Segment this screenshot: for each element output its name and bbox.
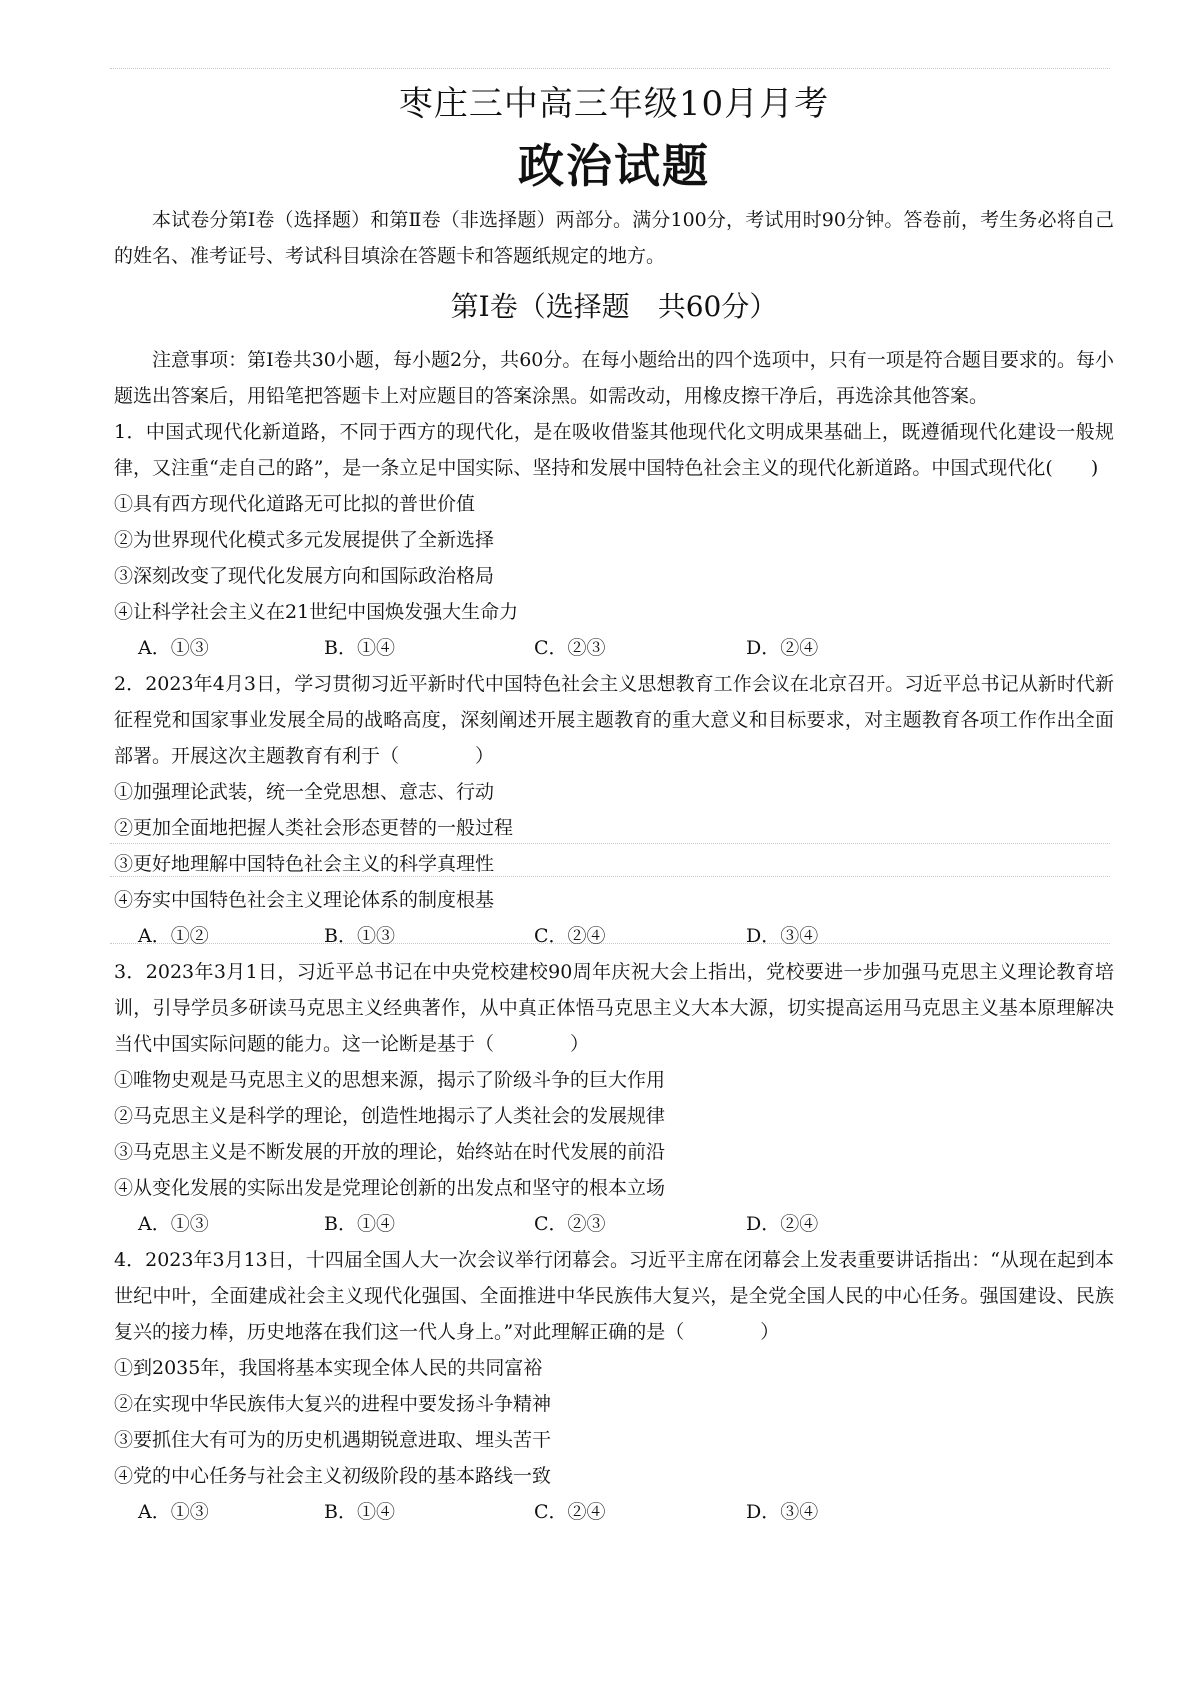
choice-b: B．①④ <box>324 1501 395 1523</box>
choice-d: D．③④ <box>746 1501 819 1523</box>
statement-option: ④夯实中国特色社会主义理论体系的制度根基 <box>114 889 495 911</box>
exam-subtitle: 枣庄三中高三年级10月月考 <box>398 84 830 124</box>
choice-b: B．①④ <box>324 1213 395 1235</box>
choice-c: C．②④ <box>534 925 606 947</box>
statement-option: ③马克思主义是不断发展的开放的理论，始终站在时代发展的前沿 <box>114 1141 666 1163</box>
choice-d: D．②④ <box>746 637 819 659</box>
section-title: 第Ⅰ卷（选择题 共60分） <box>450 290 778 323</box>
choice-b: B．①③ <box>324 925 395 947</box>
choice-c: C．②③ <box>534 1213 606 1235</box>
choice-a: A．①③ <box>138 637 209 659</box>
answer-choices <box>114 630 1114 666</box>
exam-intro: 本试卷分第Ⅰ卷（选择题）和第Ⅱ卷（非选择题）两部分。满分100分，考试用时90分钟。答卷前，考生务必将自己的姓名、准考证号、考试科目填涂在答题卡和答题纸规定的地方。 <box>114 209 1114 267</box>
statement-option: ③更好地理解中国特色社会主义的科学真理性 <box>114 853 495 875</box>
top-dotted-divider <box>110 68 1110 69</box>
statement-option: ②马克思主义是科学的理论，创造性地揭示了人类社会的发展规律 <box>114 1105 666 1127</box>
statement-option: ③深刻改变了现代化发展方向和国际政治格局 <box>114 565 495 587</box>
question-list <box>114 414 1114 1530</box>
question-4 <box>114 1242 1114 1530</box>
choice-c: C．②④ <box>534 1501 606 1523</box>
statement-option: ④从变化发展的实际出发是党理论创新的出发点和坚守的根本立场 <box>114 1177 666 1199</box>
question-stem: 3．2023年3月1日，习近平总书记在中央党校建校90周年庆祝大会上指出，党校要进一步加强马克思主义理论教育培训，引导学员多研读马克思主义经典著作，从中真正体悟马克思主义大本大源，切实提高运用马克思主义基本原理解决当代中国实际问题的能力。这一论断是基于（ ） <box>114 961 1114 1055</box>
statement-option: ②在实现中华民族伟大复兴的进程中要发扬斗争精神 <box>114 1393 552 1415</box>
choice-a: A．①② <box>138 925 209 947</box>
question-3 <box>114 954 1114 1242</box>
exam-title: 政治试题 <box>518 139 710 193</box>
statement-option: ④党的中心任务与社会主义初级阶段的基本路线一致 <box>114 1465 552 1487</box>
choice-d: D．③④ <box>746 925 819 947</box>
statement-option: ④让科学社会主义在21世纪中国焕发强大生命力 <box>114 601 519 623</box>
statement-option: ①具有西方现代化道路无可比拟的普世价值 <box>114 493 476 515</box>
question-2 <box>114 666 1114 954</box>
choice-d: D．②④ <box>746 1213 819 1235</box>
statement-option: ③要抓住大有可为的历史机遇期锐意进取、埋头苦干 <box>114 1429 552 1451</box>
choice-b: B．①④ <box>324 637 395 659</box>
choice-a: A．①③ <box>138 1213 209 1235</box>
answer-choices <box>114 918 1114 954</box>
statement-option: ②更加全面地把握人类社会形态更替的一般过程 <box>114 817 514 839</box>
question-stem: 2．2023年4月3日，学习贯彻习近平新时代中国特色社会主义思想教育工作会议在北京召开。习近平总书记从新时代新征程党和国家事业发展全局的战略高度，深刻阐述开展主题教育的重大意义和目标要求，对主题教育各项工作作出全面部署。开展这次主题教育有利于（ ） <box>114 673 1114 767</box>
choice-c: C．②③ <box>534 637 606 659</box>
statement-option: ①加强理论武装，统一全党思想、意志、行动 <box>114 781 495 803</box>
statement-option: ②为世界现代化模式多元发展提供了全新选择 <box>114 529 495 551</box>
question-stem: 1．中国式现代化新道路，不同于西方的现代化，是在吸收借鉴其他现代化文明成果基础上，既遵循现代化建设一般规律，又注重“走自己的路”，是一条立足中国实际、坚持和发展中国特色社会主义的现代化新道路。中国式现代化( ) <box>114 421 1114 479</box>
statement-option: ①到2035年，我国将基本实现全体人民的共同富裕 <box>114 1357 543 1379</box>
answer-choices <box>114 1206 1114 1242</box>
answer-choices <box>114 1494 1114 1530</box>
question-stem: 4．2023年3月13日，十四届全国人大一次会议举行闭幕会。习近平主席在闭幕会上发表重要讲话指出：“从现在起到本世纪中叶，全面建成社会主义现代化强国、全面推进中华民族伟大复兴，是全党全国人民的中心任务。强国建设、民族复兴的接力棒，历史地落在我们这一代人身上。”对此理解正确的是（ ） <box>114 1249 1114 1343</box>
statement-option: ①唯物史观是马克思主义的思想来源，揭示了阶级斗争的巨大作用 <box>114 1069 666 1091</box>
exam-page <box>114 78 1114 1530</box>
question-1 <box>114 414 1114 666</box>
section-notice: 注意事项：第Ⅰ卷共30小题，每小题2分，共60分。在每小题给出的四个选项中，只有一项是符合题目要求的。每小题选出答案后，用铅笔把答题卡上对应题目的答案涂黑。如需改动，用橡皮擦干净后，再选涂其他答案。 <box>114 349 1114 407</box>
choice-a: A．①③ <box>138 1501 209 1523</box>
